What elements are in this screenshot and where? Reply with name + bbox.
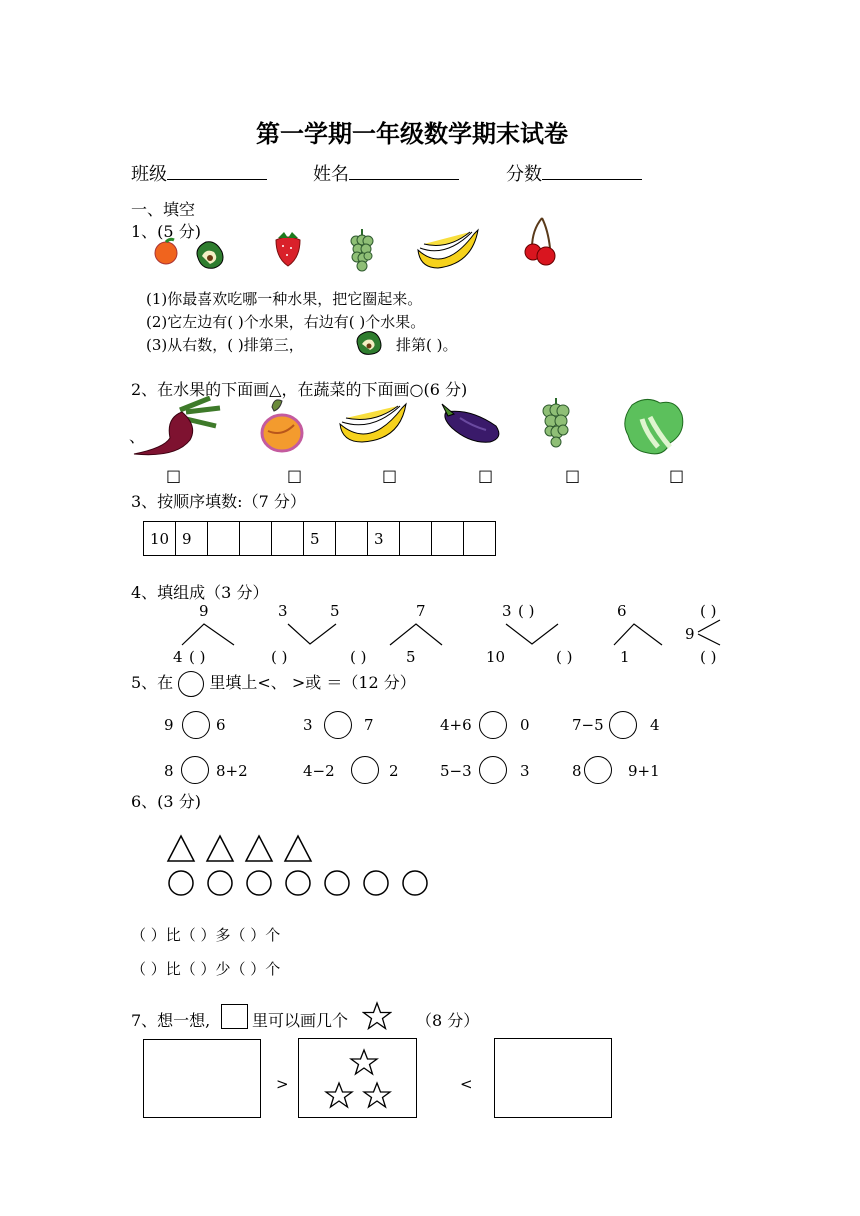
score-blank[interactable] (542, 161, 642, 180)
score-label: 分数 (506, 164, 542, 185)
compare-circle[interactable] (181, 756, 209, 784)
banana-icon[interactable] (414, 226, 480, 274)
q6-label: 6、(3 分) (131, 792, 201, 811)
q5-r2-d-left: 8 (572, 762, 582, 780)
q2-box-3[interactable]: □ (382, 466, 398, 485)
star-icon (326, 1083, 352, 1107)
circle-shape-icon (208, 871, 232, 895)
q5-label (131, 670, 416, 697)
q1-label: 1、(5 分) (131, 222, 201, 241)
q7-label-b: 里可以画几个 (252, 1011, 349, 1030)
seq-cell[interactable] (272, 522, 304, 556)
q4-g3-right: 5 (406, 648, 416, 666)
q5-r2-d-right: 9+1 (628, 762, 660, 780)
star-icon (351, 1050, 377, 1074)
q4-g1-right[interactable]: ( ) (189, 648, 206, 666)
q4-g3-left[interactable]: ( ) (350, 648, 367, 666)
q5-label-a: 5、在 (131, 673, 174, 692)
compare-circle[interactable] (479, 711, 507, 739)
name-label: 姓名 (313, 164, 349, 185)
seq-cell: 10 (144, 522, 176, 556)
compare-circle[interactable] (182, 711, 210, 739)
q5-r2-a-right: 8+2 (216, 762, 248, 780)
compare-circle[interactable] (324, 711, 352, 739)
triangle-row (165, 834, 325, 864)
triangle-icon (285, 836, 311, 861)
q4-g1-left: 4 (173, 648, 183, 666)
q2-box-1[interactable]: □ (166, 466, 182, 485)
q4-g5-top: 6 (617, 602, 627, 620)
banana-icon-2 (336, 400, 410, 450)
q7-points: （8 分） (416, 1011, 480, 1030)
q2-box-6[interactable]: □ (669, 466, 685, 485)
q5-r1-b-left: 3 (303, 716, 313, 734)
greater-than-sign: > (276, 1075, 289, 1093)
circle-shape-icon (247, 871, 271, 895)
q4-g1-top: 9 (199, 602, 209, 620)
q2-box-5[interactable]: □ (565, 466, 581, 485)
triangle-icon (168, 836, 194, 861)
q5-r2-b-right: 2 (389, 762, 399, 780)
compare-circle[interactable] (609, 711, 637, 739)
q1-s2: (2)它左边有( )个水果，右边有( )个水果。 (146, 313, 426, 331)
section-fill-in: 一、填空 (131, 200, 196, 219)
seq-cell[interactable] (464, 522, 496, 556)
peach-icon (254, 397, 310, 457)
q5-r1-c-right: 0 (520, 716, 530, 734)
seq-cell[interactable] (400, 522, 432, 556)
q2-label: 2、在水果的下面画△，在蔬菜的下面画○(6 分) (131, 380, 468, 399)
cabbage-icon (622, 395, 690, 459)
compare-circle-icon (178, 671, 204, 697)
q3-label: 3、按顺序填数:（7 分） (131, 492, 306, 511)
q5-r2-c-right: 3 (520, 762, 530, 780)
q4-label: 4、填组成（3 分） (131, 583, 269, 602)
strawberry-icon[interactable] (272, 228, 304, 268)
q5-r1-d-right: 4 (650, 716, 660, 734)
answer-box-left[interactable] (143, 1039, 261, 1118)
triangle-icon (207, 836, 233, 861)
grape-icon-2 (540, 396, 572, 450)
class-blank[interactable] (167, 161, 267, 180)
q1-s1: (1)你最喜欢吃哪一种水果，把它圈起来。 (146, 290, 423, 308)
answer-box-right[interactable] (494, 1038, 612, 1118)
q4-g2-bottom[interactable]: ( ) (271, 648, 288, 666)
q4-g4-top-left: 3 (502, 602, 512, 620)
pear-icon[interactable] (192, 238, 228, 270)
q5-r1-c-left: 4+6 (440, 716, 472, 734)
seq-cell: 3 (368, 522, 400, 556)
q4-g3-top: 7 (416, 602, 426, 620)
circle-row (165, 869, 435, 899)
q4-g6-top[interactable]: ( ) (700, 602, 717, 620)
compare-circle[interactable] (479, 756, 507, 784)
q2-box-4[interactable]: □ (478, 466, 494, 485)
q6-line2[interactable]: （ ）比（ ）少（ ）个 (131, 960, 281, 978)
seq-cell[interactable] (208, 522, 240, 556)
score-field (506, 160, 642, 186)
seq-cell: 5 (304, 522, 336, 556)
q4-g6-bottom[interactable]: ( ) (700, 648, 717, 666)
q6-line1[interactable]: （ ）比（ ）多（ ）个 (131, 926, 281, 944)
q5-r1-d-left: 7−5 (572, 716, 604, 734)
compare-circle[interactable] (584, 756, 612, 784)
circle-shape-icon (325, 871, 349, 895)
q4-g5-left[interactable]: ( ) (556, 648, 573, 666)
eggplant-icon (440, 398, 504, 446)
q5-label-b: 里填上<、 >或 ＝（12 分） (209, 673, 416, 692)
orange-icon[interactable] (152, 236, 180, 266)
cherry-icon[interactable] (522, 214, 558, 270)
seq-cell[interactable] (432, 522, 464, 556)
q7-label-a: 7、想一想, (131, 1011, 211, 1030)
class-field (131, 160, 267, 186)
q2-lead: 、 (129, 427, 146, 446)
circle-shape-icon (169, 871, 193, 895)
q4-g6-left: 9 (685, 625, 695, 643)
q1-s3b: 排第( )。 (396, 336, 458, 354)
q4-g4-bottom: 10 (486, 648, 506, 666)
beet-icon (130, 396, 222, 456)
star-icon (362, 1001, 392, 1031)
q4-g2-top-right: 5 (330, 602, 340, 620)
circle-shape-icon (403, 871, 427, 895)
q5-r2-c-left: 5−3 (440, 762, 472, 780)
class-label: 班级 (131, 164, 167, 185)
composition-lines (170, 618, 770, 648)
star-group (299, 1039, 416, 1117)
q1-s3a: (3)从右数，( )排第三， (146, 336, 304, 354)
q5-r1-b-right: 7 (364, 716, 374, 734)
seq-cell: 9 (176, 522, 208, 556)
q5-r1-a-left: 9 (164, 716, 174, 734)
less-than-sign: < (460, 1075, 473, 1093)
q5-r2-a-left: 8 (164, 762, 174, 780)
compare-circle[interactable] (351, 756, 379, 784)
name-blank[interactable] (349, 161, 459, 180)
seq-cell[interactable] (336, 522, 368, 556)
name-field (313, 160, 459, 186)
number-sequence-table (143, 521, 496, 556)
triangle-icon (246, 836, 272, 861)
grape-icon[interactable] (348, 227, 376, 273)
q4-g4-top-right[interactable]: ( ) (518, 602, 535, 620)
seq-cell[interactable] (240, 522, 272, 556)
q4-g5-right: 1 (620, 648, 630, 666)
star-box-middle (298, 1038, 417, 1118)
q5-r2-b-left: 4−2 (303, 762, 335, 780)
q5-r1-a-right: 6 (216, 716, 226, 734)
star-icon (364, 1083, 390, 1107)
circle-shape-icon (364, 871, 388, 895)
q2-box-2[interactable]: □ (287, 466, 303, 485)
q4-g2-top-left: 3 (278, 602, 288, 620)
pear-icon-small (352, 328, 386, 358)
circle-shape-icon (286, 871, 310, 895)
page-title: 第一学期一年级数学期末试卷 (256, 120, 568, 148)
small-square-icon (221, 1004, 248, 1029)
